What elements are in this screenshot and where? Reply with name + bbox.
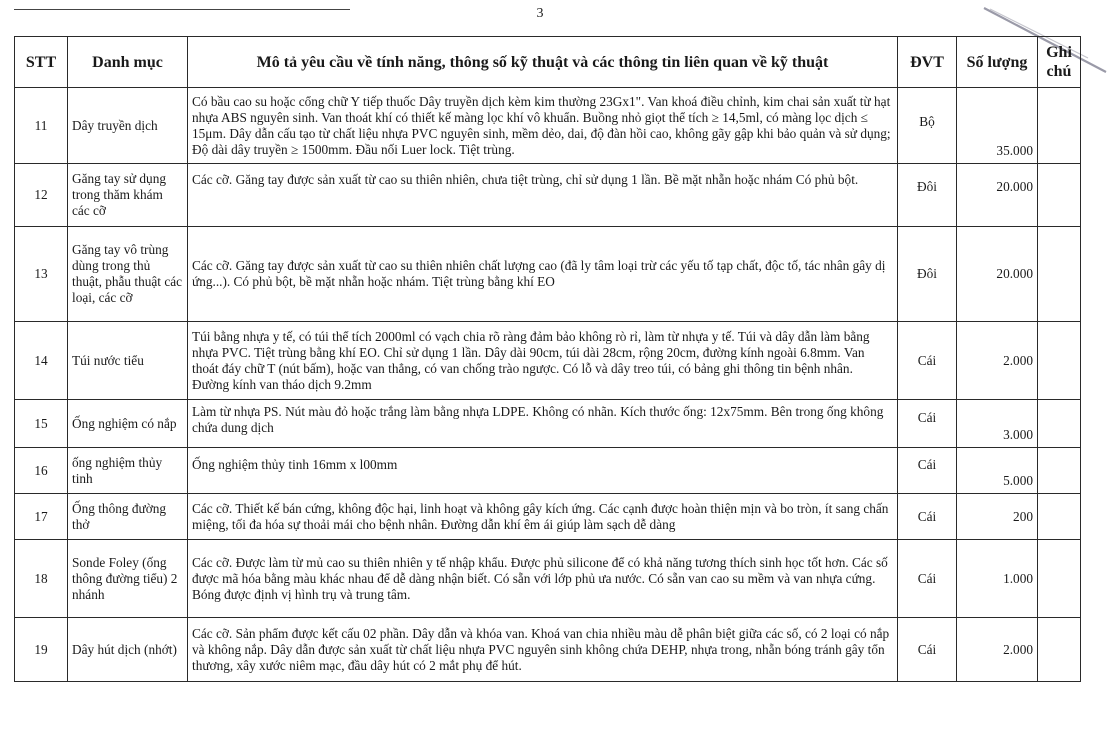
row-category: Găng tay sử dụng trong thăm khám các cỡ [68, 164, 188, 227]
header-description: Mô tả yêu cầu về tính năng, thông số kỹ thuật và các thông tin liên quan về kỹ thuật [188, 37, 898, 88]
table-row [15, 227, 1081, 322]
row-category: Găng tay vô trùng dùng trong thủ thuật, phẫu thuật các loại, các cỡ [68, 227, 188, 322]
table-row [15, 164, 1081, 227]
row-note [1038, 448, 1081, 494]
row-quantity: 20.000 [957, 164, 1038, 227]
row-quantity: 5.000 [957, 448, 1038, 494]
row-category: Ống nghiệm có nắp [68, 400, 188, 448]
header-unit: ĐVT [898, 37, 957, 88]
row-note [1038, 540, 1081, 618]
row-unit: Đôi [898, 227, 957, 322]
row-note [1038, 322, 1081, 400]
row-stt: 13 [15, 227, 68, 322]
row-note [1038, 164, 1081, 227]
row-description: Các cỡ. Được làm từ mủ cao su thiên nhiên y tế nhập khẩu. Được phủ silicone để có khả năng tương thích sinh học tốt hơn. Các số được mã hóa bằng màu khác nhau để dễ dàng nhận biết. Có sẵn với lớp phủ ưa nước. Có sẵn van cao su mềm và van nhựa cứng. Bóng được định vị hình trụ và trung tâm. [188, 540, 898, 618]
table-row [15, 494, 1081, 540]
table-row [15, 88, 1081, 164]
row-quantity: 20.000 [957, 227, 1038, 322]
table-header-row [15, 37, 1081, 88]
row-quantity: 2.000 [957, 618, 1038, 682]
row-description: Các cỡ. Găng tay được sản xuất từ cao su thiên nhiên, chưa tiệt trùng, chỉ sử dụng 1 lần. Bề mặt nhẵn hoặc nhám Có phủ bột. [188, 164, 898, 227]
row-note [1038, 494, 1081, 540]
row-quantity: 200 [957, 494, 1038, 540]
header-category: Danh mục [68, 37, 188, 88]
row-quantity: 1.000 [957, 540, 1038, 618]
header-note: Ghi chú [1038, 37, 1081, 88]
row-description: Các cỡ. Găng tay được sản xuất từ cao su thiên nhiên chất lượng cao (đã ly tâm loại trừ các yếu tố tạp chất, độc tố, tác nhân gây dị ứng...). Có phủ bột, bề mặt nhẵn hoặc nhám. Tiệt trùng bằng khí EO [188, 227, 898, 322]
row-category: Túi nước tiểu [68, 322, 188, 400]
row-stt: 11 [15, 88, 68, 164]
row-note [1038, 400, 1081, 448]
row-category: ống nghiệm thủy tinh [68, 448, 188, 494]
row-unit: Cái [898, 494, 957, 540]
row-stt: 17 [15, 494, 68, 540]
row-unit: Cái [898, 448, 957, 494]
row-stt: 14 [15, 322, 68, 400]
row-note [1038, 618, 1081, 682]
row-stt: 15 [15, 400, 68, 448]
row-stt: 19 [15, 618, 68, 682]
row-description: Các cỡ. Thiết kế bán cứng, không độc hại, linh hoạt và không gây kích ứng. Các cạnh được hoàn thiện mịn và bo tròn, ít sang chấn miệng, tối đa hóa sự thoải mái cho bệnh nhân. Đường dẫn khí êm ái giúp làm sạch dễ dàng [188, 494, 898, 540]
row-description: Túi bằng nhựa y tế, có túi thể tích 2000ml có vạch chia rõ ràng đảm bảo không rò rỉ, làm từ nhựa y tế. Túi và dây dẫn làm bằng nhựa PVC. Tiệt trùng bằng khí EO. Chỉ sử dụng 1 lần. Dây dài 90cm, túi dài 28cm, rộng 20cm, đường kính ngoài 6.8mm. Van thoát đáy chữ T (nút bấm), hoặc van thẳng, có van chống trào ngược. Có lỗ và dây treo túi, có bảng ghi thông tin bệnh nhân. Đường kính van tháo dịch 9.2mm [188, 322, 898, 400]
row-category: Sonde Foley (ống thông đường tiểu) 2 nhánh [68, 540, 188, 618]
row-note [1038, 227, 1081, 322]
specification-table [14, 36, 1081, 682]
row-unit: Đôi [898, 164, 957, 227]
row-note [1038, 88, 1081, 164]
row-quantity: 2.000 [957, 322, 1038, 400]
row-category: Ống thông đường thở [68, 494, 188, 540]
row-unit: Cái [898, 322, 957, 400]
row-description: Các cỡ. Sản phẩm được kết cấu 02 phần. Dây dẫn và khóa van. Khoá van chia nhiều màu dễ phân biệt giữa các số, có 2 loại có nắp và không nắp. Dây dẫn được sản xuất từ chất liệu nhựa PVC nguyên sinh không chứa DEHP, nhựa trong, nhẵn bóng tránh gây tổn thương, xây xước niêm mạc, đầu dây hút có 2 mắt phụ để hút. [188, 618, 898, 682]
table-row [15, 448, 1081, 494]
header-stt: STT [15, 37, 68, 88]
row-unit: Cái [898, 400, 957, 448]
header-quantity: Số lượng [957, 37, 1038, 88]
row-description: Ống nghiệm thủy tinh 16mm x l00mm [188, 448, 898, 494]
row-quantity: 3.000 [957, 400, 1038, 448]
page-number: 3 [536, 6, 544, 21]
table-row [15, 618, 1081, 682]
table-row [15, 322, 1081, 400]
row-category: Dây truyền dịch [68, 88, 188, 164]
row-description: Làm từ nhựa PS. Nút màu đỏ hoặc trắng làm bằng nhựa LDPE. Không có nhãn. Kích thước ống: 12x75mm. Bên trong ống không chứa dung dịch [188, 400, 898, 448]
table-row [15, 540, 1081, 618]
row-unit: Cái [898, 618, 957, 682]
row-stt: 16 [15, 448, 68, 494]
row-description: Có bầu cao su hoặc cổng chữ Y tiếp thuốc Dây truyền dịch kèm kim thường 23Gx1". Van khoá điều chỉnh, kim chai sản xuất từ hạt nhựa ABS nguyên sinh. Van thoát khí có thiết kế màng lọc khí vô khuẩn. Buồng nhỏ giọt thể tích ≥ 14,5ml, có màng lọc dịch ≤ 15μm. Dây dẫn cấu tạo từ chất liệu nhựa PVC nguyên sinh, mềm dẻo, dai, độ đàn hồi cao, không gãy gập khi bảo quản và sử dụng; Độ dài dây truyền ≥ 1500mm. Đầu nối Luer lock. Tiệt trùng. [188, 88, 898, 164]
row-category: Dây hút dịch (nhớt) [68, 618, 188, 682]
row-stt: 12 [15, 164, 68, 227]
table-row [15, 400, 1081, 448]
row-stt: 18 [15, 540, 68, 618]
row-unit: Bộ [898, 88, 957, 164]
row-quantity: 35.000 [957, 88, 1038, 164]
row-unit: Cái [898, 540, 957, 618]
